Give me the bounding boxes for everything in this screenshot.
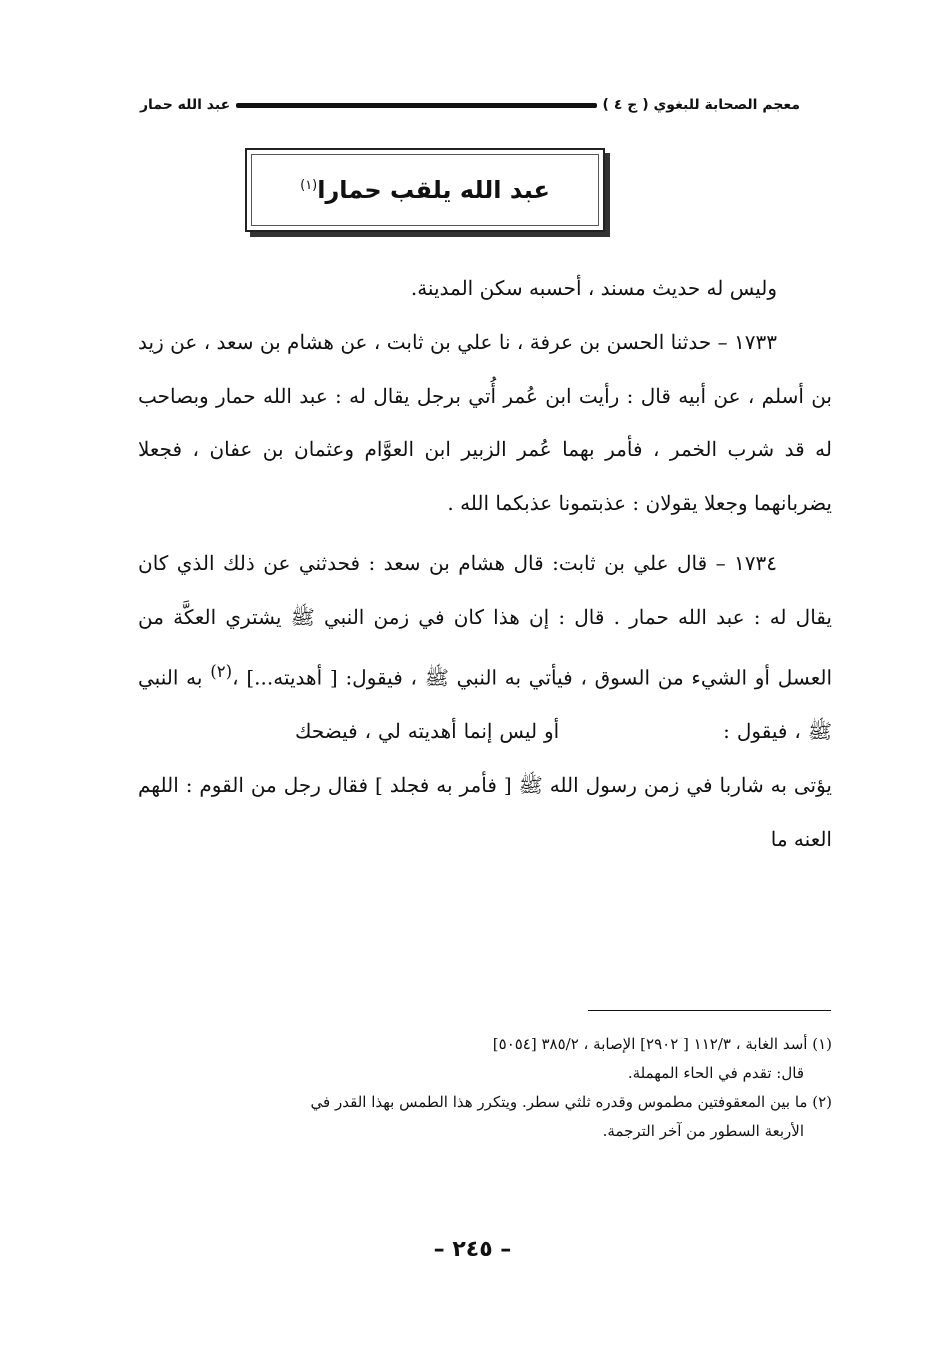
- hadith-1734-part3: أو ليس إنما أهديته لي ، فيضحك: [288, 719, 567, 744]
- footnotes: [138, 1030, 832, 1146]
- header-subject: عبد الله حمار: [140, 97, 231, 113]
- footnote-1-line-2: قال: تقدم في الحاء المهملة.: [627, 1064, 804, 1082]
- footnote-separator: [588, 1010, 831, 1011]
- hadith-1734-part1: ١٧٣٤ – قال علي بن ثابت: قال هشام بن سعد : فحدثني عن ذلك الذي كان يقال له : عبد الله حمار . قال : إن هذا كان في زمن النبي ﷺ يشتري العكَّة من العسل أو الشيء من السوق ، فيأتي به النبي ﷺ ، فيقول: [ أهديته...] ،: [138, 550, 832, 690]
- page-number: – ٢٤٥ –: [433, 1237, 512, 1262]
- chapter-title-text: عبد الله يلقب حمارا: [317, 176, 550, 204]
- hadith-1734: [138, 537, 832, 866]
- hadith-1734-part4: يؤتى به شاربا في زمن رسول الله ﷺ [ فأمر به فجلد ] فقال رجل من القوم : اللهم العنه ما: [138, 772, 832, 851]
- intro-paragraph: وليس له حديث مسند ، أحسبه سكن المدينة.: [410, 276, 777, 300]
- chapter-title-box: [245, 148, 605, 232]
- footnote-ref-2: (٢): [210, 661, 233, 681]
- footnote-2-line-1: (٢) ما بين المعقوفتين مطموس وقدره ثلثي سطر. ويتكرر هذا الطمس بهذا القدر في: [310, 1093, 832, 1111]
- title-footnote-ref: (١): [300, 178, 318, 193]
- header-book-title: معجم الصحابة للبغوي ( ج ٤ ): [602, 97, 800, 113]
- main-text: [138, 262, 832, 866]
- hadith-1733: ١٧٣٣ – حدثنا الحسن بن عرفة ، نا علي بن ثابت ، عن هشام بن سعد ، عن زيد بن أسلم ، عن أبيه قال : رأيت ابن عُمر أُتي برجل يقال له : عبد الله حمار وبصاحب له قد شرب الخمر ، فأمر بهما عُمر الزبير ابن العوَّام وعثمان بن عفان ، فجعلا يضربانهما وجعلا يقولان : عذبتمونا عذبكما الله .: [138, 329, 833, 516]
- chapter-title: [300, 176, 550, 204]
- hadith-1734-part2: به النبي ﷺ ، فيقول :: [138, 665, 832, 744]
- footnote-2-line-2: الأربعة السطور من آخر الترجمة.: [602, 1122, 804, 1140]
- header-rule: [236, 103, 596, 108]
- running-header: [140, 92, 800, 118]
- footnote-1-line-1: (١) أسد الغابة ، ١١٢/٣ [ ٢٩٠٢] الإصابة ، ٣٨٥/٢ [٥٠٥٤]: [492, 1035, 832, 1053]
